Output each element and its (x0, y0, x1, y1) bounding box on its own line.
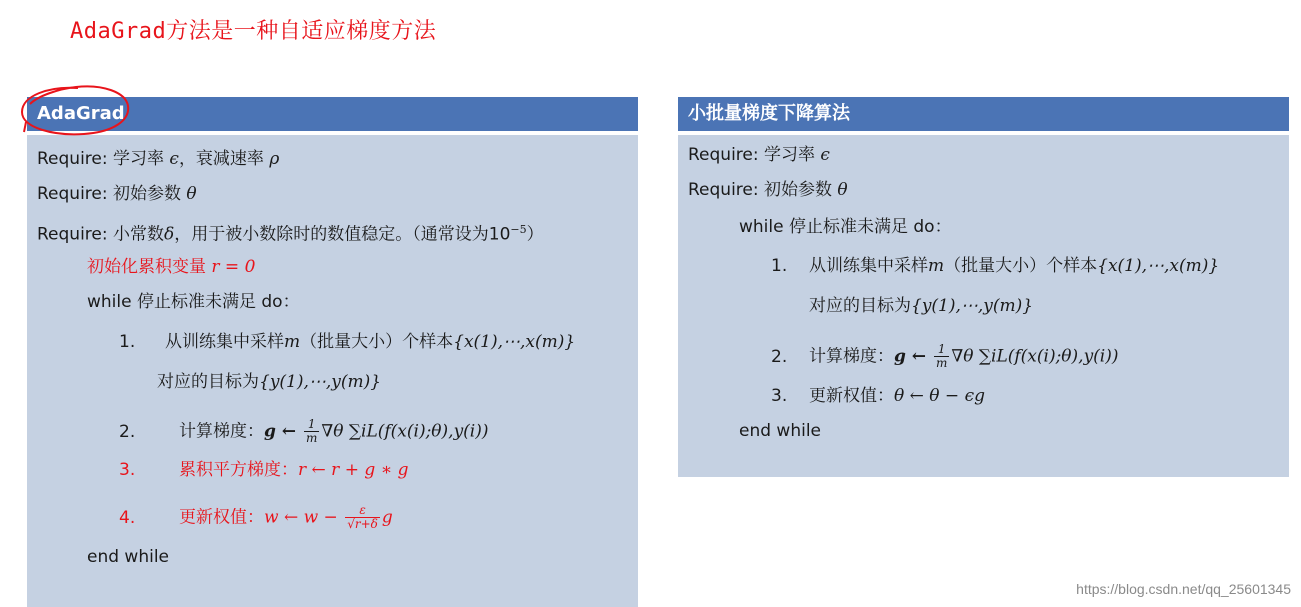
adagrad-header: AdaGrad (27, 97, 638, 131)
decay-label: ，衰减速率 (178, 149, 270, 169)
require-learning-rate (688, 144, 830, 166)
step-text: 计算梯度： (179, 421, 264, 442)
require-end: ） (526, 224, 544, 245)
exponent: −5 (510, 223, 527, 236)
sample-set-math: {x(1),⋯,x(m)} (1097, 256, 1220, 276)
require-label: Require: 学习率 (688, 145, 821, 165)
step4-line (119, 504, 393, 531)
fraction-top: 1 (304, 418, 319, 432)
step1-line (771, 255, 1219, 277)
delta-symbol: δ (164, 224, 175, 245)
step3-line (771, 385, 985, 407)
step-number: 4. (119, 507, 136, 528)
step-text: 计算梯度： (809, 346, 894, 367)
step-text: 从训练集中采样 (165, 332, 284, 352)
step-number: 2. (771, 346, 788, 367)
gradient-math: g ← (264, 421, 302, 442)
epsilon-symbol: ϵ (169, 149, 179, 169)
step-text: 对应的目标为 (809, 296, 911, 316)
update-math: θ ← θ − ϵg (894, 386, 985, 406)
require-label: Require: 小常数 (37, 224, 165, 245)
require-label: Require: 学习率 (37, 149, 170, 169)
init-math: r = 0 (211, 257, 256, 277)
step-number: 2. (119, 421, 136, 442)
step-number: 3. (119, 460, 136, 480)
sample-set-math: {x(1),⋯,x(m)} (453, 332, 576, 352)
step3-line (119, 459, 408, 481)
step-text: 更新权值： (179, 507, 264, 528)
gradient-math-rest: ∇θ ∑iL(f(x(i);θ),y(i)) (951, 346, 1119, 367)
theta-symbol: θ (186, 184, 197, 204)
step-text: 对应的目标为 (157, 372, 259, 392)
minibatch-sgd-panel (678, 97, 1289, 477)
header-divider (27, 131, 638, 135)
end-while-line: end while (87, 547, 170, 567)
fraction-top: 1 (934, 343, 949, 357)
step2-line (771, 343, 1119, 370)
m-symbol: m (928, 256, 945, 276)
gradient-math: g ← (894, 346, 932, 367)
accumulate-math: r ← r + g ∗ g (298, 460, 409, 480)
adagrad-panel (27, 97, 638, 607)
fraction-top: ε (345, 504, 380, 518)
step-text: （批量大小）个样本 (300, 332, 454, 352)
require-learning-rate (37, 148, 279, 170)
rho-symbol: ρ (269, 149, 280, 169)
step1b-line (809, 295, 1033, 317)
init-accumulator (87, 256, 255, 278)
m-symbol: m (284, 332, 301, 352)
gradient-math-rest: ∇θ ∑iL(f(x(i);θ),y(i)) (321, 421, 489, 442)
while-line: while 停止标准未满足 do： (87, 292, 300, 312)
fraction (304, 418, 319, 445)
step-number: 3. (771, 386, 788, 406)
step-text: （批量大小）个样本 (944, 256, 1098, 276)
require-label: Require: 初始参数 (688, 180, 838, 200)
fraction-bottom: m (935, 356, 948, 370)
require-text: ，用于被小数除时的数值稳定。（通常设为10 (174, 224, 511, 245)
require-initial-params (688, 179, 848, 201)
fraction (345, 504, 380, 531)
step-text: 从训练集中采样 (809, 256, 928, 276)
require-label: Require: 初始参数 (37, 184, 187, 204)
step2-line (119, 418, 489, 445)
step-text: 累积平方梯度： (179, 460, 298, 480)
while-line: while 停止标准未满足 do： (739, 217, 952, 237)
require-small-constant (37, 219, 544, 246)
step-number: 1. (771, 256, 788, 276)
minibatch-header: 小批量梯度下降算法 (678, 97, 1289, 131)
page-title: AdaGrad方法是一种自适应梯度方法 (70, 19, 437, 44)
end-while-line: end while (739, 421, 822, 441)
epsilon-symbol: ϵ (820, 145, 830, 165)
fraction-bottom: √r+δ (347, 517, 378, 531)
init-label: 初始化累积变量 (87, 257, 212, 277)
target-set-math: {y(1),⋯,y(m)} (911, 296, 1034, 316)
step-text: 更新权值： (809, 386, 894, 406)
update-math: w ← w − (264, 507, 344, 528)
step1b-line (157, 371, 381, 393)
header-divider (678, 131, 1289, 135)
target-set-math: {y(1),⋯,y(m)} (259, 372, 382, 392)
require-initial-params (37, 183, 197, 205)
fraction-bottom: m (305, 431, 318, 445)
theta-symbol: θ (837, 180, 848, 200)
watermark-url: https://blog.csdn.net/qq_25601345 (1076, 581, 1291, 597)
fraction (934, 343, 949, 370)
step1-line (119, 331, 575, 353)
step-number: 1. (119, 332, 136, 352)
update-math-rest: g (381, 507, 393, 528)
